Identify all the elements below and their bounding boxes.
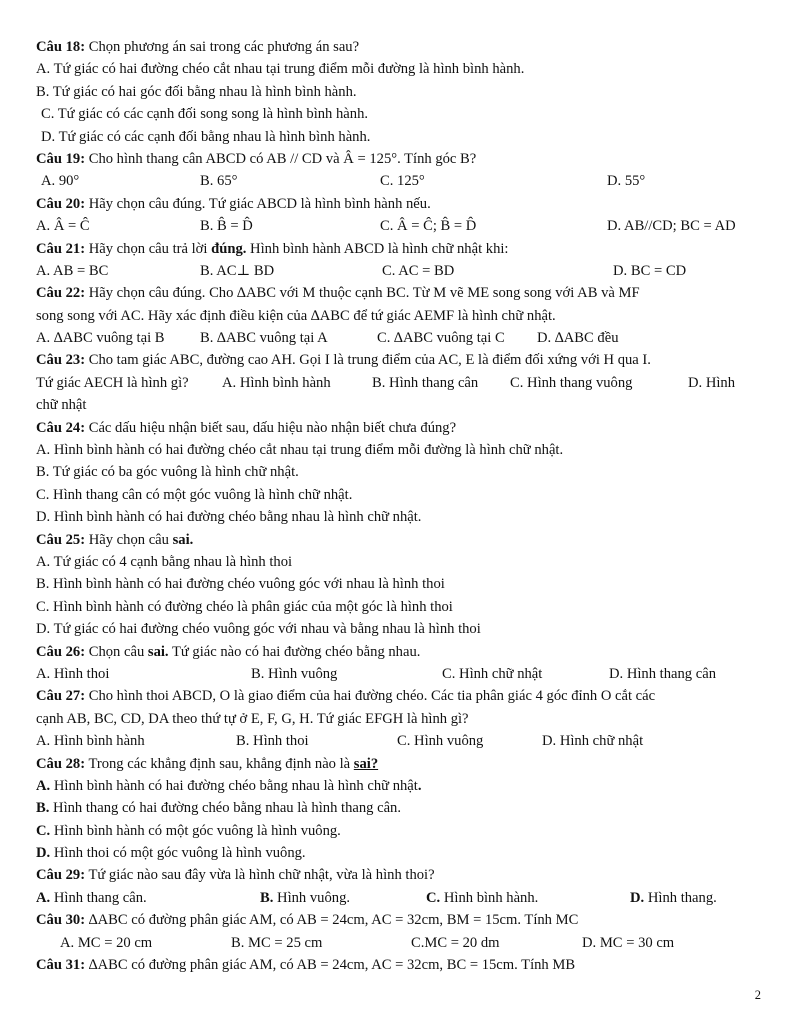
option-text: Hình vuông.	[273, 889, 351, 906]
question-28-option-d	[36, 842, 762, 864]
question-30-stem	[36, 909, 762, 931]
option-c: C. Hình chữ nhật	[442, 665, 543, 682]
option-c: C. Hình vuông	[397, 733, 484, 750]
question-21-stem	[36, 238, 762, 260]
question-text: Hãy chọn câu trả lời	[85, 240, 212, 257]
option-b: B. B̂ = D̂	[200, 218, 253, 235]
option-d: D. Hình	[688, 374, 736, 391]
option-letter: D.	[36, 845, 51, 862]
option-d: D. MC = 30 cm	[582, 934, 675, 951]
option-c: C. ∆ABC vuông tại C	[377, 330, 505, 347]
option-c: C. Â = Ĉ; B̂ = D̂	[380, 218, 477, 235]
option-a: A. Hình thoi	[36, 665, 110, 682]
option-b: B. AC⊥ BD	[200, 262, 275, 279]
option-d: D. Hình chữ nhật	[542, 733, 644, 750]
question-19-options	[36, 170, 762, 192]
option-a: A. AB = BC	[36, 262, 109, 279]
option-letter: B.	[36, 800, 50, 817]
option-c	[426, 887, 538, 909]
question-28-option-c	[36, 820, 762, 842]
question-18-option-c: C. Tứ giác có các cạnh đối song song là hình bình hành.	[41, 106, 369, 123]
question-text: Chọn câu	[85, 643, 148, 660]
question-label: Câu 30:	[36, 912, 86, 929]
question-25-option-d: D. Tứ giác có hai đường chéo vuông góc với nhau và bằng nhau là hình thoi	[36, 621, 481, 638]
option-text: Hình thoi có một góc vuông là hình vuông.	[50, 845, 306, 862]
option-tail: .	[417, 777, 422, 794]
option-text: Hình thang.	[644, 889, 717, 906]
emphasis-text: sai.	[147, 643, 169, 660]
question-25-stem	[36, 529, 762, 551]
emphasis-text: sai?	[353, 755, 379, 772]
question-23-options	[36, 372, 762, 394]
question-text: Cho hình thoi ABCD, O là giao điểm của hai đường chéo. Các tia phân giác 4 góc đỉnh O cắt các	[85, 688, 656, 705]
option-a: A. ∆ABC vuông tại B	[36, 330, 165, 347]
option-letter: A.	[36, 777, 51, 794]
option-b: B. Hình thang cân	[372, 374, 479, 391]
option-a: A. Hình bình hành	[222, 374, 331, 391]
question-28-option-a	[36, 775, 762, 797]
question-27-stem-cont: cạnh AB, BC, CD, DA theo thứ tự ở E, F, G, H. Tứ giác EFGH là hình gì?	[36, 710, 469, 727]
question-21-options	[36, 260, 762, 282]
option-letter: A.	[36, 889, 51, 906]
question-label: Câu 25:	[36, 531, 86, 548]
option-c: C. Hình thang vuông	[510, 374, 633, 391]
option-d: D. AB//CD; BC = AD	[607, 218, 736, 235]
option-text: Hình thang cân.	[50, 889, 147, 906]
question-text: Các dấu hiệu nhận biết sau, dấu hiệu nào nhận biết chưa đúng?	[85, 419, 457, 436]
option-a: A. MC = 20 cm	[60, 934, 153, 951]
option-text: Hình bình hành có một góc vuông là hình vuông.	[50, 822, 341, 839]
question-23-stem	[36, 349, 762, 371]
option-text: Hình bình hành có hai đường chéo bằng nhau là hình chữ nhật	[50, 777, 418, 794]
question-text-cont: Hình bình hành ABCD là hình chữ nhật khi:	[246, 240, 509, 257]
question-text-cont: Tứ giác AECH là hình gì?	[36, 374, 189, 391]
question-24-option-a: A. Hình bình hành có hai đường chéo cắt nhau tại trung điểm mỗi đường là hình chữ nhật.	[36, 442, 564, 459]
question-25-option-b: B. Hình bình hành có hai đường chéo vuông góc với nhau là hình thoi	[36, 576, 445, 593]
option-b: B. Hình vuông	[251, 665, 338, 682]
question-22-options	[36, 327, 762, 349]
question-text: Hãy chọn câu đúng. Cho ∆ABC với M thuộc cạnh BC. Từ M vẽ ME song song với AB và MF	[85, 285, 640, 302]
question-label: Câu 29:	[36, 867, 86, 884]
emphasis-text: đúng.	[211, 240, 247, 257]
question-31-stem	[36, 954, 762, 976]
option-text: Hình bình hành.	[440, 889, 539, 906]
question-text: Cho tam giác ABC, đường cao AH. Gọi I là trung điểm của AC, E là điểm đối xứng với H qua I.	[85, 352, 651, 369]
question-29-options	[36, 887, 762, 909]
question-label: Câu 20:	[36, 195, 86, 212]
option-d: D. ∆ABC đều	[537, 330, 619, 347]
document-page	[36, 36, 762, 976]
question-19-stem	[36, 148, 762, 170]
option-letter: B.	[260, 889, 274, 906]
question-23-option-d-cont: chữ nhật	[36, 397, 87, 414]
option-b: B. Hình thoi	[236, 733, 309, 750]
question-label: Câu 23:	[36, 352, 86, 369]
question-25-option-a: A. Tứ giác có 4 cạnh bằng nhau là hình thoi	[36, 553, 293, 570]
emphasis-text: sai.	[172, 531, 194, 548]
question-text: Tứ giác nào sau đây vừa là hình chữ nhật, vừa là hình thoi?	[85, 867, 435, 884]
question-text: ∆ABC có đường phân giác AM, có AB = 24cm, AC = 32cm, BM = 15cm. Tính MC	[85, 912, 579, 929]
question-25-option-c: C. Hình bình hành có đường chéo là phân giác của một góc là hình thoi	[36, 598, 453, 615]
option-d: D. BC = CD	[613, 262, 687, 279]
question-28-option-b	[36, 797, 762, 819]
question-27-stem	[36, 685, 762, 707]
question-30-options	[36, 932, 762, 954]
question-label: Câu 28:	[36, 755, 86, 772]
page-number: 2	[754, 988, 761, 1002]
question-26-stem	[36, 641, 762, 663]
question-18-stem	[36, 36, 762, 58]
question-27-options	[36, 730, 762, 752]
question-text: Chọn phương án sai trong các phương án sau?	[85, 39, 360, 55]
question-label: Câu 21:	[36, 240, 86, 257]
question-18-option-a: A. Tứ giác có hai đường chéo cắt nhau tại trung điểm mỗi đường là hình bình hành.	[36, 61, 525, 78]
question-text: Hãy chọn câu đúng. Tứ giác ABCD là hình bình hành nếu.	[85, 195, 431, 212]
option-c: C. AC = BD	[382, 262, 455, 279]
option-b: B. ∆ABC vuông tại A	[200, 330, 328, 347]
question-text-cont: Tứ giác nào có hai đường chéo bằng nhau.	[168, 643, 421, 660]
option-b: B. 65°	[200, 173, 238, 190]
option-a: A. 90°	[41, 173, 80, 190]
option-c: C. 125°	[380, 173, 425, 190]
question-label: Câu 31:	[36, 957, 86, 974]
question-label: Câu 27:	[36, 688, 86, 705]
option-letter: C.	[426, 889, 441, 906]
option-letter: C.	[36, 822, 51, 839]
question-24-option-c: C. Hình thang cân có một góc vuông là hình chữ nhật.	[36, 486, 353, 503]
question-24-option-b: B. Tứ giác có ba góc vuông là hình chữ nhật.	[36, 464, 299, 481]
question-22-stem-cont: song song với AC. Hãy xác định điều kiện của ∆ABC để tứ giác AEMF là hình chữ nhật.	[36, 307, 556, 324]
question-18-option-d: D. Tứ giác có các cạnh đối bằng nhau là hình bình hành.	[41, 128, 371, 145]
question-text: Cho hình thang cân ABCD có AB // CD và Â = 125°. Tính góc B?	[85, 150, 477, 167]
option-text: Hình thang có hai đường chéo bằng nhau là hình thang cân.	[49, 800, 401, 817]
question-label: Câu 18:	[36, 39, 86, 55]
option-a: A. Hình bình hành	[36, 733, 145, 750]
question-label: Câu 22:	[36, 285, 86, 302]
question-18-option-b: B. Tứ giác có hai góc đối bằng nhau là hình bình hành.	[36, 83, 357, 100]
option-c: C.MC = 20 dm	[411, 934, 500, 951]
question-20-options	[36, 215, 762, 237]
question-text: Hãy chọn câu	[85, 531, 173, 548]
question-label: Câu 19:	[36, 150, 86, 167]
option-a	[36, 887, 147, 909]
option-d: D. Hình thang cân	[609, 665, 716, 682]
question-22-stem	[36, 282, 762, 304]
question-label: Câu 26:	[36, 643, 86, 660]
question-28-stem	[36, 753, 762, 775]
question-20-stem	[36, 193, 762, 215]
option-b	[260, 887, 350, 909]
question-26-options	[36, 663, 762, 685]
option-d	[630, 887, 717, 909]
question-24-option-d: D. Hình bình hành có hai đường chéo bằng nhau là hình chữ nhật.	[36, 509, 422, 526]
question-text: Trong các khẳng định sau, khẳng định nào là	[85, 755, 354, 772]
question-29-stem	[36, 864, 762, 886]
option-a: A. Â = Ĉ	[36, 218, 90, 235]
option-b: B. MC = 25 cm	[231, 934, 323, 951]
option-letter: D.	[630, 889, 645, 906]
question-label: Câu 24:	[36, 419, 86, 436]
question-text: ∆ABC có đường phân giác AM, có AB = 24cm, AC = 32cm, BC = 15cm. Tính MB	[85, 957, 576, 974]
question-24-stem	[36, 417, 762, 439]
option-d: D. 55°	[607, 173, 646, 190]
